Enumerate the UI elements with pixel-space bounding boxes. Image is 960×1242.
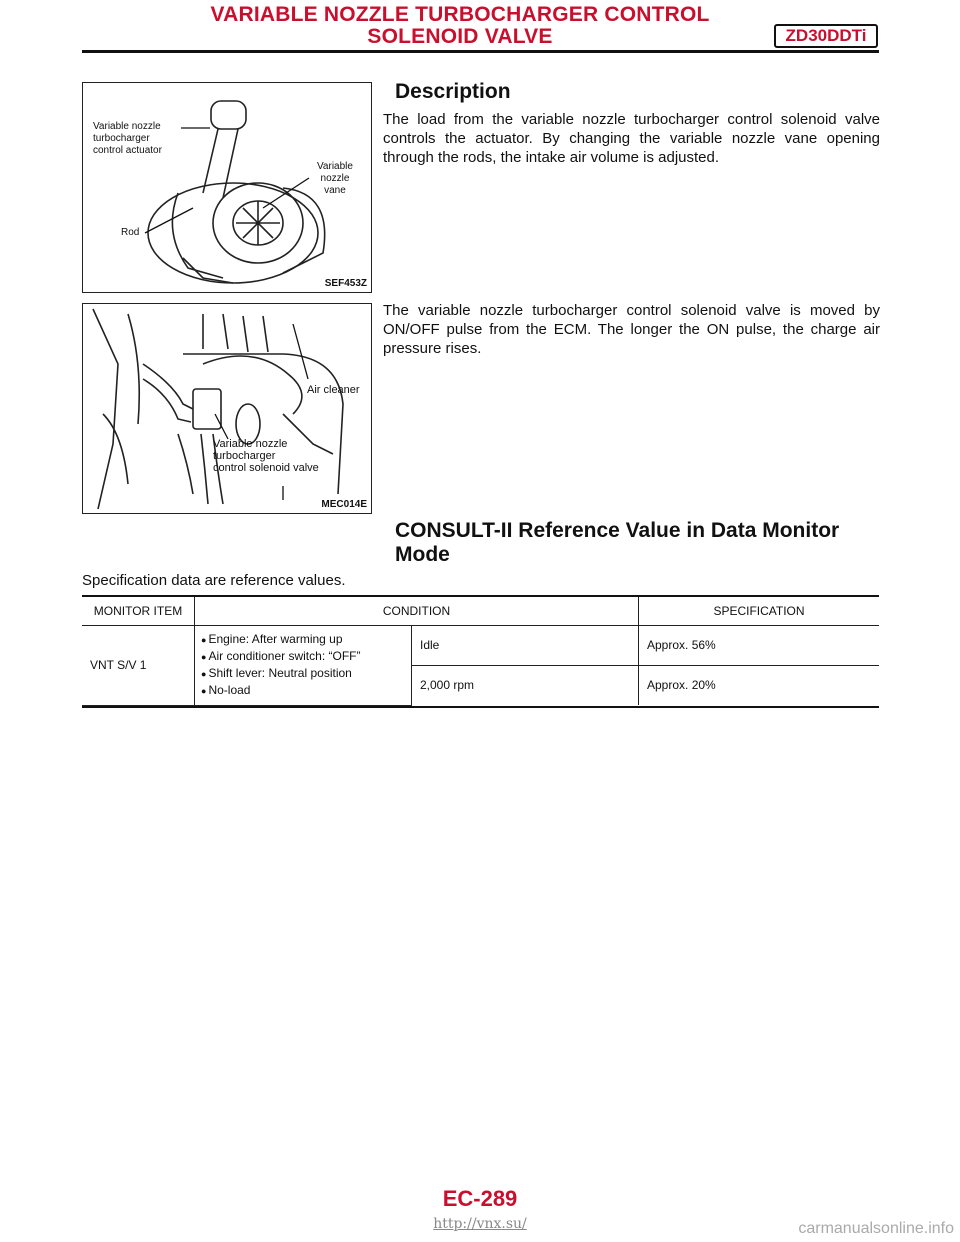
description-paragraph-2: The variable nozzle turbocharger control solenoid valve is moved by ON/OFF pulse from the ECM. The longer the ON pulse, the charge air pressure rises.	[383, 302, 880, 357]
spec-cell: Approx. 56%	[639, 625, 880, 665]
header-rule	[82, 50, 879, 53]
consult-heading-line1: CONSULT-II Reference Value in Data Monitor	[395, 519, 840, 542]
solenoid-label: Variable nozzle turbocharger control solenoid valve	[213, 438, 319, 474]
condition-item: ● Air conditioner switch: “OFF”	[201, 648, 411, 665]
section-title	[150, 4, 770, 48]
condition-item: ● Engine: After warming up	[201, 631, 411, 648]
engine-bay-illustration	[83, 304, 372, 514]
monitor-item-cell: VNT S/V 1	[82, 625, 195, 705]
vane-label: Variable nozzle vane	[317, 161, 353, 196]
turbocharger-figure	[82, 82, 372, 293]
condition-item: ● No-load	[201, 682, 411, 699]
description-paragraph-1: The load from the variable nozzle turbocharger control solenoid valve controls the actuator. By changing the variable nozzle vane opening through the rods, the intake air volume is adjusted.	[383, 111, 880, 166]
condition-header: CONDITION	[195, 597, 639, 625]
condition-list	[195, 625, 412, 705]
table-row	[82, 625, 879, 665]
solenoid-figure	[82, 303, 372, 514]
spec-table-wrapper	[82, 595, 879, 708]
section-title-line2: SOLENOID VALVE	[367, 25, 553, 48]
state-cell: Idle	[412, 625, 639, 665]
table-header-row	[82, 597, 879, 625]
consult-heading	[395, 519, 839, 567]
condition-item: ● Shift lever: Neutral position	[201, 665, 411, 682]
spec-table	[82, 597, 879, 706]
reference-note: Specification data are reference values.	[82, 572, 346, 589]
page-code: EC-289	[442, 1186, 518, 1211]
section-title-line1: VARIABLE NOZZLE TURBOCHARGER CONTROL	[210, 3, 710, 26]
description-heading: Description	[395, 80, 511, 103]
specification-header: SPECIFICATION	[639, 597, 880, 625]
figure-id: SEF453Z	[324, 278, 367, 289]
figure-id: MEC014E	[321, 499, 367, 510]
state-cell: 2,000 rpm	[412, 665, 639, 705]
rod-label: Rod	[121, 227, 140, 238]
spec-cell: Approx. 20%	[647, 678, 716, 693]
consult-heading-line2: Mode	[395, 543, 450, 566]
source-link[interactable]: http://vnx.su/	[433, 1216, 527, 1232]
air-cleaner-label: Air cleaner	[307, 384, 360, 396]
actuator-label: Variable nozzle turbocharger control actuator	[93, 121, 162, 156]
engine-code-badge: ZD30DDTi	[774, 24, 878, 48]
watermark: carmanualsonline.info	[798, 1220, 954, 1237]
monitor-item-header: MONITOR ITEM	[82, 597, 195, 625]
